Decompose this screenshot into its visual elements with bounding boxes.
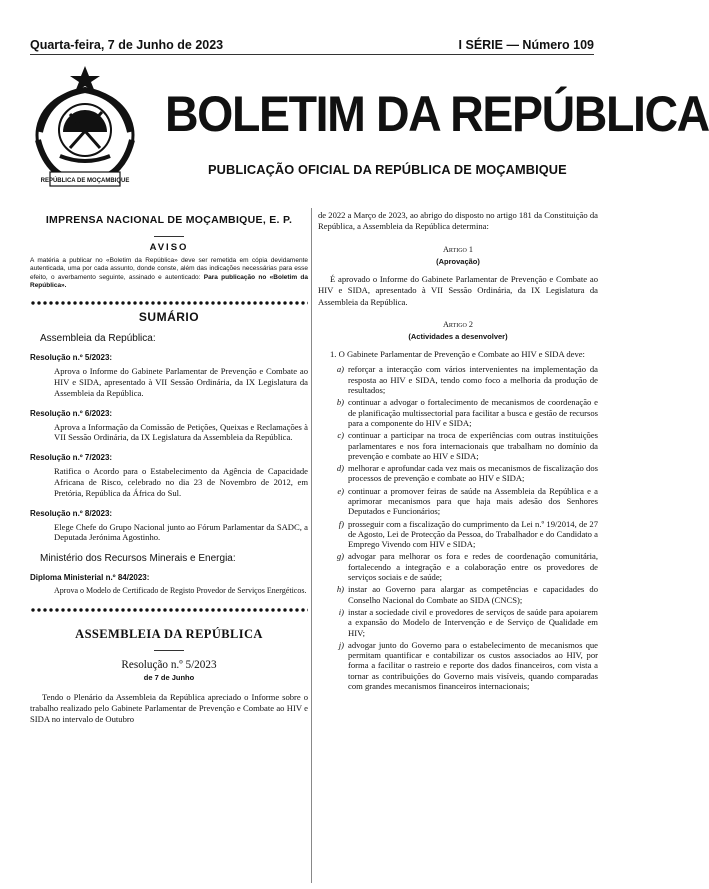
list-item-text: prosseguir com a fiscalização do cumprimento da Lei n.º 19/2014, de 27 de Agosto, Lei de Protecção da Pessoa, do Trabalhador e do Candidato a Emprego Vivendo com HIV e SIDA; bbox=[348, 518, 598, 550]
list-item bbox=[318, 364, 598, 395]
summary-item-label: Resolução n.º 6/2023: bbox=[30, 408, 113, 418]
list-item-letter: c) bbox=[337, 430, 344, 441]
list-item bbox=[318, 430, 598, 461]
list-item-text: melhorar e aprofundar cada vez mais os mecanismos de fiscalização dos processos de prevenção e combate ao HIV e SIDA; bbox=[348, 463, 598, 484]
list-item-text: advogar para melhorar os fora e redes de coordenação comunitária, fortalecendo a integração e a colaboração entre os provedores de serviços sociais e de saúde; bbox=[348, 551, 598, 583]
list-item-text: continuar a participar na troca de experiências com outras instituições parlamentares e nos fora internacionais que trabalham no domínio da prevenção e combate ao HIV e SIDA; bbox=[348, 430, 598, 461]
issue-date: Quarta-feira, 7 de Junho de 2023 bbox=[30, 38, 224, 52]
summary-item bbox=[30, 453, 308, 498]
list-item-letter: e) bbox=[337, 485, 344, 496]
list-item bbox=[318, 551, 598, 582]
list-item bbox=[318, 607, 598, 638]
resolucao-intro: Tendo o Plenário da Assembleia da República apreciado o Informe sobre o trabalho realizado pelo Gabinete Parlamentar de Prevenção e Combate ao HIV e SIDA no intervalo de Outubro bbox=[30, 691, 308, 725]
left-column bbox=[30, 210, 308, 726]
masthead-subtitle: PUBLICAÇÃO OFICIAL DA REPÚBLICA DE MOÇAMBIQUE bbox=[208, 162, 567, 177]
artigo-1-heading: Artigo 1 bbox=[442, 244, 474, 254]
list-item-letter: f) bbox=[338, 518, 344, 529]
section-ministerio: Ministério dos Recursos Minerais e Energia: bbox=[40, 553, 236, 565]
aviso-text bbox=[30, 257, 308, 290]
right-column bbox=[318, 210, 598, 693]
resolucao-date: de 7 de Junho bbox=[143, 672, 195, 682]
artigo-2-subtitle: (Actividades a desenvolver) bbox=[408, 332, 508, 342]
resolucao-heading: Resolução n.º 5/2023 bbox=[121, 658, 217, 671]
summary-item-text: Aprova o Informe do Gabinete Parlamentar de Prevenção e Combate ao HIV e SIDA, apresentado à VII Sessão Ordinária, da IX Legislatura da Assembleia da República. bbox=[54, 366, 308, 398]
list-item-letter: b) bbox=[336, 397, 344, 408]
summary-item-label: Resolução n.º 7/2023: bbox=[30, 453, 113, 463]
summary-item bbox=[30, 509, 308, 544]
list-item-text: instar a sociedade civil e provedores de serviços de saúde para apoiarem a expansão do Modelo de Intervenção e de Serviço de Qualidade em HIV; bbox=[348, 606, 598, 638]
summary-item-label: Resolução n.º 8/2023: bbox=[30, 508, 113, 518]
list-item-letter: g) bbox=[336, 551, 344, 562]
list-item-letter: h) bbox=[336, 584, 344, 595]
imprensa-heading: IMPRENSA NACIONAL DE MOÇAMBIQUE, E. P. bbox=[45, 214, 293, 226]
intro-continuation: de 2022 a Março de 2023, ao abrigo do disposto no artigo 181 da Constituição da República, a Assembleia da República determina: bbox=[318, 210, 598, 232]
aviso-body: A matéria a publicar no «Boletim da República» deve ser remetida em cópia devidamente autenticada, uma por cada assunto, donde conste, além das indicações necessárias para esse efeito, o averbamento seguinte, assinado e autenticado: bbox=[30, 257, 308, 281]
issue-series: I SÉRIE — Número 109 bbox=[458, 38, 594, 52]
list-item bbox=[318, 584, 598, 605]
masthead-title: BOLETIM DA REPÚBLICA bbox=[165, 86, 709, 142]
column-divider bbox=[311, 208, 312, 883]
divider bbox=[154, 650, 184, 651]
list-item-text: reforçar a interacção com vários intervenientes na implementação da resposta ao HIV e SIDA, tendo como foco a melhoria da produção de resultados; bbox=[348, 364, 598, 396]
aviso-bold-note: Para publicação no «Boletim da República». bbox=[30, 273, 308, 289]
list-item-text: continuar a promover feiras de saúde na Assembleia da República e a aprimorar mecanismos para que haja mais adesão dos Senhores Deputados e Funcionários; bbox=[348, 485, 598, 517]
dotted-divider bbox=[30, 607, 308, 613]
list-item-text: continuar a advogar o fortalecimento de mecanismos de coordenação e de planificação multissectorial para facilitar a busca e gestão de recursos para a componente do HIV e SIDA; bbox=[348, 397, 598, 428]
artigo-2-heading: Artigo 2 bbox=[442, 320, 474, 330]
list-item bbox=[318, 486, 598, 517]
sumario-heading: SUMÁRIO bbox=[138, 310, 200, 325]
artigo-2-lead: 1. O Gabinete Parlamentar de Prevenção e Combate ao HIV e SIDA deve: bbox=[330, 349, 585, 360]
diploma-text: Aprova o Modelo de Certificado de Registo Provedor de Serviços Energéticos. bbox=[54, 586, 307, 596]
summary-item-label: Resolução n.º 5/2023: bbox=[30, 353, 113, 363]
aviso-title: AVISO bbox=[149, 242, 189, 253]
summary-item-text: Elege Chefe do Grupo Nacional junto ao Fórum Parlamentar da SADC, a Deputada Jerónima Agostinho. bbox=[54, 521, 308, 543]
section-assembleia: Assembleia da República: bbox=[40, 333, 156, 345]
assembleia-heading: ASSEMBLEIA DA REPÚBLICA bbox=[75, 626, 263, 641]
list-item bbox=[318, 519, 598, 550]
page-header bbox=[30, 38, 594, 52]
header-rule bbox=[30, 54, 594, 55]
summary-item-text: Aprova a Informação da Comissão de Petições, Queixas e Reclamações à VII Sessão Ordinária, da IX Legislatura da Assembleia da República. bbox=[54, 421, 308, 443]
list-item-text: instar ao Governo para alargar as competências e capacidades do Conselho Nacional do Combate ao SIDA (CNCS); bbox=[348, 584, 598, 605]
list-item bbox=[318, 463, 598, 484]
list-item bbox=[318, 640, 598, 691]
diploma-label: Diploma Ministerial n.º 84/2023: bbox=[30, 573, 150, 583]
dotted-divider bbox=[30, 300, 308, 306]
list-item-text: advogar junto do Governo para o estabelecimento de mecanismos que permitam quantificar e contabilizar os custos associados ao HIV, por forma a facilitar o rastreio e reporte dos dados financeiros, com vista a tornar as contribuições do Governo mais visíveis, quando comparadas com grandes mecanismos financeiros internacionais; bbox=[348, 639, 598, 692]
artigo-1-subtitle: (Aprovação) bbox=[436, 256, 480, 266]
list-item bbox=[318, 397, 598, 428]
artigo-1-text: É aprovado o Informe do Gabinete Parlamentar de Prevenção e Combate ao HIV e SIDA, apresentado à VII Sessão Ordinária, da IX Legislatura da Assembleia da República. bbox=[318, 273, 598, 307]
divider bbox=[154, 236, 184, 237]
list-item-letter: j) bbox=[338, 639, 344, 650]
list-item-letter: a) bbox=[336, 364, 344, 375]
coat-of-arms-emblem bbox=[30, 60, 140, 195]
summary-item bbox=[30, 353, 308, 398]
summary-item-text: Ratifica o Acordo para o Estabelecimento da Agência de Capacidade Africana de Risco, celebrado no dia 23 de Novembro de 2012, em Pretória, República da África do Sul. bbox=[54, 466, 308, 498]
list-item-letter: i) bbox=[338, 606, 344, 617]
summary-item bbox=[30, 409, 308, 444]
list-item-letter: d) bbox=[336, 463, 344, 474]
emblem-banner-text: REPÚBLICA DE MOÇAMBIQUE bbox=[40, 178, 130, 184]
